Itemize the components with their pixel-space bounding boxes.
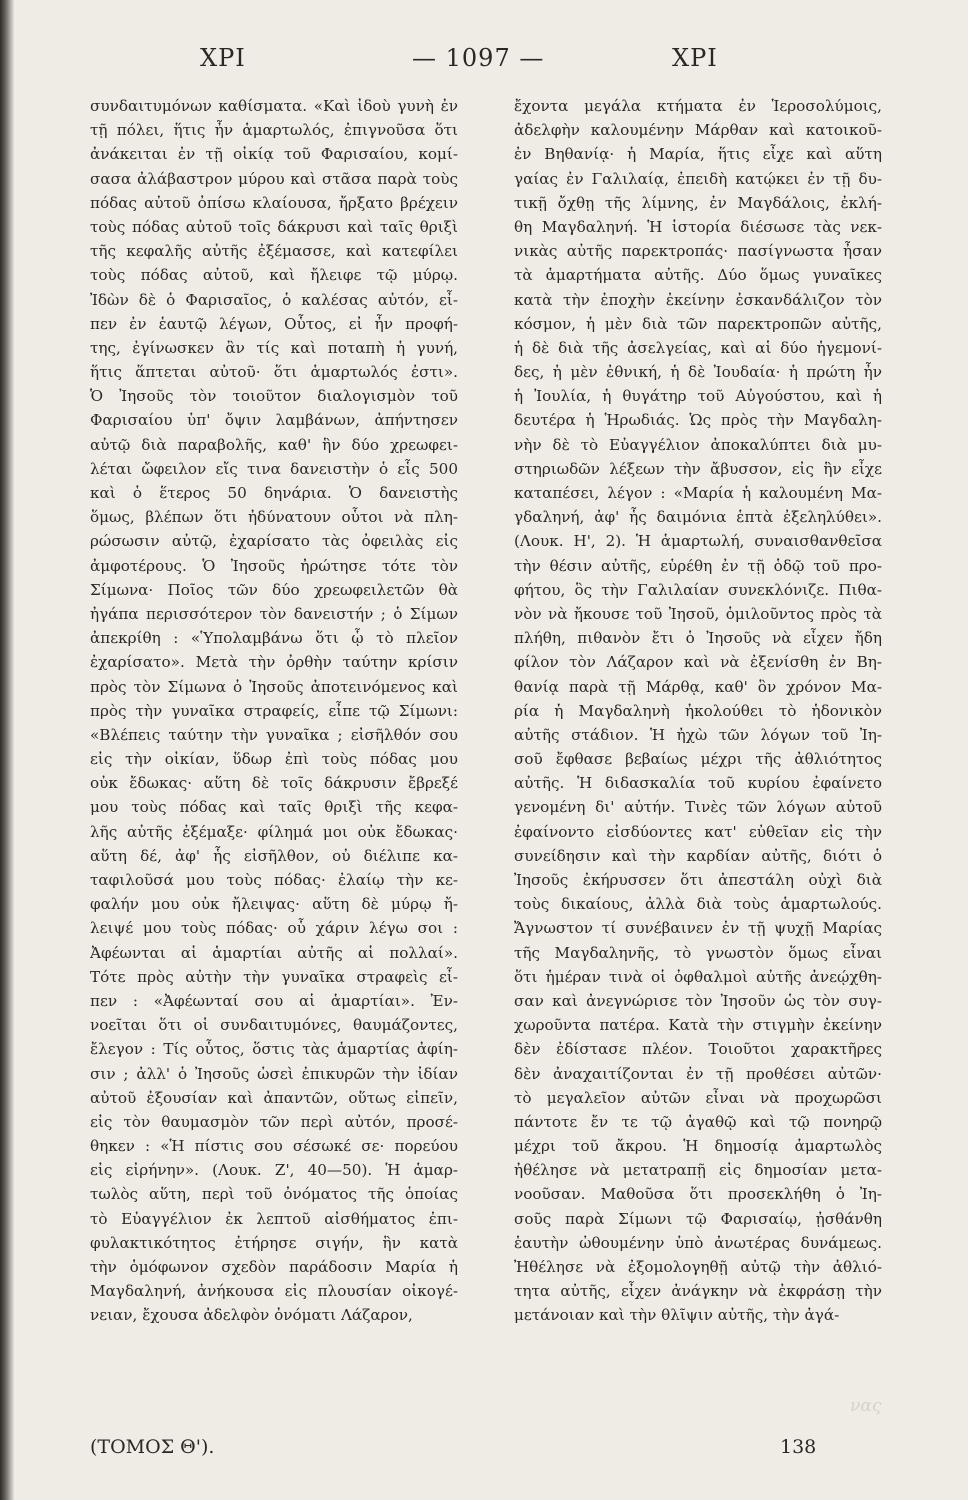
text-line: ἀπεκρίθη : «Ὑπολαμβάνω ὅτι ᾧ τὸ πλεῖον xyxy=(90,629,458,648)
text-line: τῇ πόλει, ἥτις ἦν ἁμαρτωλός, ἐπιγνοῦσα ὅτι xyxy=(90,121,458,140)
text-line: νὴν δὲ τὸ Εὐαγγέλιον ἀποκαλύπτει διὰ μυ- xyxy=(514,435,882,454)
signature-mark: 138 xyxy=(780,1436,817,1458)
text-line: πεν : «Ἀφέωνταί σου αἱ ἁμαρτίαι». Ἐν- xyxy=(90,991,458,1010)
text-line: θη Μαγδαληνή. Ἡ ἱστορία διέσωσε τὰς νεκ- xyxy=(514,217,882,236)
text-line: γαίας ἐν Γαλιλαίᾳ, ἐπειδὴ κατῴκει ἐν τῇ δυ- xyxy=(514,169,882,188)
text-line: ἀμφοτέρους. Ὁ Ἰησοῦς ἠρώτησε τότε τὸν xyxy=(90,556,458,575)
text-line: δὲν ἐδίστασε πλέον. Τοιοῦτοι χαρακτῆρες xyxy=(514,1040,882,1059)
text-line: ἠγάπα περισσότερον τὸν δανειστήν ; ὁ Σίμων xyxy=(90,604,458,623)
page-number: — 1097 — xyxy=(412,44,545,72)
text-line: δευτέρα ἡ Ἡρωδιάς. Ὡς πρὸς τὴν Μαγδαλη- xyxy=(514,411,882,430)
text-line: τὴν ὁμόφωνον σχεδὸν παράδοσιν Μαρία ἡ xyxy=(90,1258,458,1276)
text-line: φίλον τὸν Λάζαρον καὶ νὰ ἐξενίσθη ἐν Βη- xyxy=(514,653,882,672)
text-line: πρὸς τὸν Σίμωνα ὁ Ἰησοῦς ἀποτεινόμενος καὶ xyxy=(90,677,458,696)
text-line: Ὁ Ἰησοῦς τὸν τοιοῦτον διαλογισμὸν τοῦ xyxy=(90,387,458,406)
text-line: πλήθη, πιθανὸν ἔτι ὁ Ἰησοῦς νὰ εἶχεν ἤδη xyxy=(514,629,882,648)
text-line: νειαν, ἔχουσα ἀδελφὸν ὀνόματι Λάζαρον, xyxy=(90,1306,413,1325)
running-head xyxy=(96,40,890,92)
text-line: ἔλεγον : Τίς οὗτος, ὅστις τὰς ἁμαρτίας ἀφίη- xyxy=(90,1040,458,1059)
text-line: Ἀφέωνται αἱ ἁμαρτίαι αὐτῆς αἱ πολλαί». xyxy=(90,943,458,962)
text-line: μέχρι τοῦ ἄκρου. Ἡ δημοσίᾳ ἁμαρτωλὸς xyxy=(514,1137,882,1156)
header-left-keyword: ΧΡΙ xyxy=(200,44,246,72)
text-line: ἐχαρίσατο». Μετὰ τὴν ὀρθὴν ταύτην κρίσιν xyxy=(90,653,458,672)
text-line: της, ἐγίνωσκεν ἂν τίς καὶ ποταπὴ ἡ γυνή, xyxy=(90,338,458,357)
text-line: λῆς αὐτῆς ἐξέμαξε· φίλημά μοι οὐκ ἔδωκας· xyxy=(90,822,458,841)
text-line: καταπέσει, λέγον : «Μαρία ἡ καλουμένη Μα- xyxy=(514,484,882,502)
text-line: μετάνοιαν καὶ τὴν θλῖψιν αὐτῆς, τὴν ἀγά- xyxy=(514,1306,840,1325)
text-line: νοεῖται ὅτι οἱ συνδαιτυμόνες, θαυμάζοντες, xyxy=(90,1016,458,1035)
text-line: τὰ ἁμαρτήματα αὐτῆς. Δύο ὅμως γυναῖκες xyxy=(514,266,882,285)
watermark-text: νας xyxy=(850,1396,882,1416)
text-line: αὐτῷ διὰ παραβολῆς, καθ' ἣν δύο χρεωφει- xyxy=(90,435,458,454)
text-line: τὴν θέσιν αὐτῆς, εὑρέθη ἐν τῇ ὁδῷ τοῦ προ- xyxy=(514,556,882,575)
text-line: θανίᾳ παρὰ τῇ Μάρθᾳ, καθ' ὃν χρόνον Μα- xyxy=(514,677,882,696)
text-line: ἐν Βηθανίᾳ· ἡ Μαρία, ἥτις εἶχε καὶ αὕτη xyxy=(514,145,882,164)
text-line: δὲν ἀναχαιτίζονται ἐν τῇ προθέσει αὐτῶν· xyxy=(514,1064,882,1083)
text-line: ρία ἡ Μαγδαληνὴ ἠκολούθει τὸ ἡδονικὸν xyxy=(514,701,882,720)
text-line: νοοῦσαν. Μαθοῦσα ὅτι προσεκλήθη ὁ Ἰη- xyxy=(514,1185,882,1204)
text-line: Ἰησοῦς ἐκήρυσσεν ὅτι ἀπεστάλη οὐχὶ διὰ xyxy=(514,871,882,889)
text-line: ὅμως, βλέπων ὅτι ἠδύνατουν οὗτοι νὰ πλη- xyxy=(90,508,458,527)
text-line: ταφιλοῦσά μου τοὺς πόδας· ἐλαίῳ τὴν κε- xyxy=(90,871,458,889)
text-line: πρὸς τὴν γυναῖκα στραφείς, εἶπε τῷ Σίμωνι: xyxy=(90,701,458,720)
text-line: μου τοὺς πόδας καὶ ταῖς θριξὶ τῆς κεφα- xyxy=(90,798,458,817)
text-line: τὸ μεγαλεῖον αὐτῶν εἶναι νὰ προχωρῶσι xyxy=(514,1088,882,1107)
text-line: λέται ὤφειλον εἴς τινα δανειστὴν ὁ εἷς 500 xyxy=(90,459,458,478)
text-line: χωροῦντα πατέρα. Κατὰ τὴν στιγμὴν ἐκείνην xyxy=(514,1016,882,1035)
text-line: τικῇ ὄχθῃ τῆς λίμνης, ἐν Μαγδάλοις, ἐκλή- xyxy=(514,193,882,212)
text-line: Ἄγνωστον τί συνέβαινεν ἐν τῇ ψυχῇ Μαρίας xyxy=(514,919,882,938)
text-line: καὶ ὁ ἕτερος 50 δηνάρια. Ὁ δανειστὴς xyxy=(90,484,458,502)
text-line: ἡ Ἰουλία, ἡ θυγάτηρ τοῦ Αὐγούστου, καὶ ἡ xyxy=(514,387,882,406)
text-line: συνείδησιν καὶ τὴν καρδίαν αὐτῆς, διότι ὁ xyxy=(514,846,882,865)
text-line: φήτου, ὃς τὴν Γαλιλαίαν συνεκλόνιζε. Πιθα- xyxy=(514,580,882,599)
page-binding-edge xyxy=(0,0,14,1500)
text-line: τῆς κεφαλῆς αὐτῆς ἐξέμασσε, καὶ κατεφίλει xyxy=(90,242,458,261)
text-line: σασα ἀλάβαστρον μύρου καὶ στᾶσα παρὰ τοὺς xyxy=(90,169,458,188)
text-line: ἡ δὲ διὰ τῆς ἀσελγείας, καὶ αἱ δύο ἡγεμονί- xyxy=(514,338,882,357)
text-line: ἐφαίνοντο εἰσδύοντες κατ' εὐθεῖαν εἰς τὴν xyxy=(514,822,882,841)
page-footer xyxy=(90,1436,890,1466)
text-line: εἰς τὸν θαυμασμὸν τῶν περὶ αὐτόν, προσέ- xyxy=(90,1112,458,1131)
text-line: γδαληνή, ἀφ' ἧς δαιμόνια ἑπτὰ ἐξεληλύθει». xyxy=(514,508,882,527)
text-line: ὅτι ἡμέραν τινὰ οἱ ὀφθαλμοὶ αὐτῆς ἀνεῴχθη- xyxy=(514,967,882,986)
text-line: εἰς τὴν οἰκίαν, ὕδωρ ἐπὶ τοὺς πόδας μου xyxy=(90,750,458,769)
text-line: σιν ; ἀλλ' ὁ Ἰησοῦς ὡσεὶ ἐπικυρῶν τὴν ἰδίαν xyxy=(90,1064,458,1083)
text-line: συνδαιτυμόνων καθίσματα. «Καὶ ἰδοὺ γυνὴ ἐν xyxy=(90,97,458,115)
header-right-keyword: ΧΡΙ xyxy=(672,44,718,72)
text-line: ἑαυτὴν ὠθουμένην ὑπὸ ἀνωτέρας δυνάμεως. xyxy=(514,1233,882,1252)
text-line: πεν ἐν ἑαυτῷ λέγων, Οὗτος, εἰ ἦν προφή- xyxy=(90,314,458,333)
text-line: τητα αὐτῆς, εἶχεν ἀνάγκην νὰ ἐκφράσῃ τὴν xyxy=(514,1282,882,1301)
text-line: τοὺς πόδας αὐτοῦ τοῖς δάκρυσι καὶ ταῖς θριξὶ xyxy=(90,217,458,236)
text-line: τωλὸς αὕτη, περὶ τοῦ ὀνόματος τῆς ὁποίας xyxy=(90,1185,458,1204)
text-line: δες, ἡ μὲν ἐθνική, ἡ δὲ Ἰουδαία· ἡ πρώτη ἦν xyxy=(514,363,882,382)
text-line: ρώσωσιν αὐτῷ, ἐχαρίσατο τὰς ὀφειλὰς εἰς xyxy=(90,532,458,551)
text-line: «Βλέπεις ταύτην τὴν γυναῖκα ; εἰσῆλθόν σου xyxy=(90,725,458,744)
text-line: πόδας αὐτοῦ ὀπίσω κλαίουσα, ἤρξατο βρέχειν xyxy=(90,193,458,212)
text-line: θηκεν : «Ἡ πίστις σου σέσωκέ σε· πορεύου xyxy=(90,1137,458,1156)
text-line: (Λουκ. Η', 2). Ἡ ἁμαρτωλή, συναισθανθεῖσα xyxy=(514,532,882,551)
volume-label: (ΤΟΜΟΣ Θ'). xyxy=(90,1436,215,1458)
text-line: ἔχοντα μεγάλα κτήματα ἐν Ἱεροσολύμοις, xyxy=(514,97,882,115)
text-line: αὐτοῦ ἐξουσίαν καὶ ἀπαντῶν, οὕτως εἰπεῖν, xyxy=(90,1088,458,1107)
text-line: φυλακτικότητος ἐτήρησε σιγήν, ἣν κατὰ xyxy=(90,1233,458,1252)
text-line: νικὰς αὐτῆς παρεκτροπάς· πασίγνωστα ἦσαν xyxy=(514,242,882,261)
text-line: νὸν νὰ ἤκουσε τοῦ Ἰησοῦ, ὁμιλοῦντος πρὸς τὰ xyxy=(514,604,882,623)
text-line: ἠθέλησε νὰ μετατραπῇ εἰς δημοσίαν μετα- xyxy=(514,1161,882,1180)
text-line: κόσμον, ἡ μὲν διὰ τῶν παρεκτροπῶν αὐτῆς, xyxy=(514,314,882,333)
text-line: αὐτῆς. Ἡ διδασκαλία τοῦ κυρίου ἐφαίνετο xyxy=(514,774,882,793)
text-line: τοὺς δικαίους, ἀλλὰ διὰ τοὺς ἁμαρτωλούς. xyxy=(514,895,882,914)
text-line: Ἠθέλησε νὰ ἐξομολογηθῇ αὐτῷ τὴν ἀθλιό- xyxy=(514,1258,882,1276)
text-line: Μαγδαληνή, ἀνήκουσα εἰς πλουσίαν οἰκογέ- xyxy=(90,1282,458,1301)
text-line: φαλήν μου οὐκ ἤλειψας· αὕτη δὲ μύρῳ ἤ- xyxy=(90,895,458,914)
text-line: λειψέ μου τοὺς πόδας· οὗ χάριν λέγω σοι : xyxy=(90,919,458,938)
text-line: Τότε πρὸς αὐτὴν τὴν γυναῖκα στραφεὶς εἶ- xyxy=(90,967,458,986)
text-line: Ἰδὼν δὲ ὁ Φαρισαῖος, ὁ καλέσας αὐτόν, εἶ- xyxy=(90,290,458,309)
right-text-column xyxy=(514,94,882,1328)
text-line: αὐτῆς στάδιον. Ἡ ἠχὼ τῶν λόγων τοῦ Ἰη- xyxy=(514,725,882,744)
text-line: Φαρισαίου ὑπ' ὄψιν λαμβάνων, ἀπήντησεν xyxy=(90,411,458,430)
text-line: τοὺς πόδας αὐτοῦ, καὶ ἤλειφε τῷ μύρῳ. xyxy=(90,266,458,285)
text-line: τὸ Εὐαγγέλιον ἐκ λεπτοῦ αἰσθήματος ἐπι- xyxy=(90,1209,458,1228)
text-line: στηριωδῶν λέξεων τὴν ἄβυσσον, εἰς ἣν εἶχε xyxy=(514,459,882,478)
text-line: σοῦς παρὰ Σίμωνι τῷ Φαρισαίῳ, ᾐσθάνθη xyxy=(514,1209,882,1228)
text-line: Σίμωνα· Ποῖος τῶν δύο χρεωφειλετῶν θὰ xyxy=(90,580,458,599)
text-line: τῆς Μαγδαληνῆς, τὸ γνωστὸν ὅμως εἶναι xyxy=(514,943,882,962)
text-line: εἰς εἰρήνην». (Λουκ. Ζ', 40—50). Ἡ ἁμαρ- xyxy=(90,1161,458,1180)
text-line: οὐκ ἔδωκας· αὕτη δὲ τοῖς δάκρυσιν ἔβρεξέ xyxy=(90,774,458,793)
text-line: αὕτη δέ, ἀφ' ἧς εἰσῆλθον, οὐ διέλιπε κα- xyxy=(90,846,458,865)
left-text-column xyxy=(90,94,458,1328)
text-line: ἀνάκειται ἐν τῇ οἰκίᾳ τοῦ Φαρισαίου, κομί- xyxy=(90,145,458,164)
text-line: σοῦ ἔφθασε βεβαίως μέχρι τῆς ἀθλιότητος xyxy=(514,750,882,769)
text-line: κατὰ τὴν ἐποχὴν ἐκείνην ἐσκανδάλιζον τὸν xyxy=(514,290,882,309)
text-line: πάντοτε ἔν τε τῷ ἀγαθῷ καὶ τῷ πονηρῷ xyxy=(514,1112,882,1131)
text-line: γενομένη δι' αὐτήν. Τινὲς τῶν λόγων αὐτοῦ xyxy=(514,798,882,817)
text-line: σαν καὶ ἀνεγνώρισε τὸν Ἰησοῦν ὡς τὸν συγ- xyxy=(514,991,882,1010)
text-line: ἀδελφὴν καλουμένην Μάρθαν καὶ κατοικοῦ- xyxy=(514,121,882,140)
text-line: ἥτις ἅπτεται αὐτοῦ· ὅτι ἁμαρτωλός ἐστι». xyxy=(90,363,458,382)
